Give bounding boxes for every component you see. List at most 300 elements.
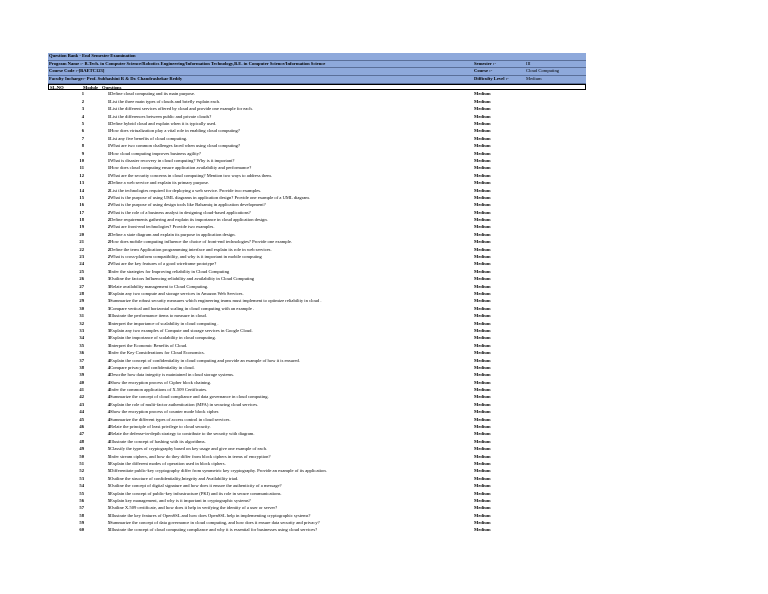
question-cell: List the three main types of clouds and briefly explain each.	[110, 98, 221, 104]
sl-no-cell: 48	[79, 438, 84, 444]
sl-no-cell: 24	[79, 261, 84, 267]
table-row	[48, 231, 586, 238]
module-cell: 3	[107, 290, 110, 296]
module-cell: 3	[107, 283, 110, 289]
module-cell: 3	[107, 276, 110, 282]
table-row	[48, 260, 586, 267]
table-row	[48, 519, 586, 526]
sl-no-cell: 1	[81, 91, 84, 97]
table-row	[48, 482, 586, 489]
table-row	[48, 349, 586, 356]
sl-no-cell: 7	[81, 135, 84, 141]
table-row	[48, 283, 586, 290]
question-cell: Define a state diagram and explain its purpose in application design.	[110, 231, 236, 237]
question-cell: Differentiate public-key cryptography differ from symmetric key cryptography. Provide an example of its application.	[110, 468, 327, 474]
difficulty-cell: Medium	[474, 313, 491, 319]
difficulty-cell: Medium	[474, 505, 491, 511]
question-cell: Define the term Application programming interface and explain its role in web services.	[110, 246, 272, 252]
sl-no-cell: 11	[79, 165, 84, 171]
module-cell: 2	[107, 217, 110, 223]
question-cell: Illustrate the concept of hashing with its algorithms.	[110, 438, 206, 444]
module-cell: 5	[107, 520, 110, 526]
table-row	[48, 268, 586, 275]
question-cell: List the technologies required for deploying a web service. Provide two examples.	[110, 187, 262, 193]
module-cell: 3	[107, 350, 110, 356]
module-cell: 5	[107, 453, 110, 459]
question-rows	[48, 90, 586, 533]
module-cell: 1	[107, 98, 110, 104]
difficulty-cell: Medium	[474, 246, 491, 252]
table-row	[48, 312, 586, 319]
sl-no-cell: 50	[79, 453, 84, 459]
sl-no-cell: 58	[79, 512, 84, 518]
module-cell: 4	[107, 364, 110, 370]
module-cell: 4	[107, 379, 110, 385]
question-cell: List any five benefits of cloud computing.	[110, 135, 188, 141]
sl-no-cell: 39	[79, 372, 84, 378]
question-cell: Summarize the concept of data governance in cloud computing, and how does it ensure data security and privacy?	[110, 520, 320, 526]
sl-no-cell: 57	[79, 505, 84, 511]
sl-no-cell: 59	[79, 520, 84, 526]
module-cell: 2	[107, 239, 110, 245]
faculty-incharge: Faculty Incharge:- Prof. Subhashini R & Dr. Chandrashekar Reddy	[49, 76, 183, 82]
table-row	[48, 334, 586, 341]
course-code: Course Code :-[BAETC123]	[49, 68, 105, 74]
difficulty-cell: Medium	[474, 98, 491, 104]
difficulty-cell: Medium	[474, 268, 491, 274]
module-cell: 1	[107, 172, 110, 178]
difficulty-cell: Medium	[474, 394, 491, 400]
sl-no-cell: 16	[79, 202, 84, 208]
sl-no-cell: 12	[79, 172, 84, 178]
module-cell: 4	[107, 394, 110, 400]
table-row	[48, 393, 586, 400]
semester-label: Semester :-	[474, 60, 496, 66]
table-row	[48, 187, 586, 194]
module-cell: 4	[107, 431, 110, 437]
module-cell: 2	[107, 209, 110, 215]
table-row	[48, 401, 586, 408]
difficulty-cell: Medium	[474, 143, 491, 149]
module-cell: 3	[107, 305, 110, 311]
sl-no-cell: 40	[79, 379, 84, 385]
module-cell: 2	[107, 231, 110, 237]
sl-no-cell: 56	[79, 497, 84, 503]
module-cell: 2	[107, 202, 110, 208]
question-cell: Relate the principle of least privilege to cloud security.	[110, 424, 211, 430]
difficulty-cell: Medium	[474, 475, 491, 481]
module-cell: 5	[107, 527, 110, 533]
sl-no-cell: 10	[79, 157, 84, 163]
sl-no-cell: 20	[79, 231, 84, 237]
difficulty-cell: Medium	[474, 468, 491, 474]
difficulty-cell: Medium	[474, 172, 491, 178]
semester-value: III	[526, 60, 531, 66]
module-cell: 5	[107, 475, 110, 481]
table-row	[48, 526, 586, 533]
module-cell: 3	[107, 268, 110, 274]
difficulty-cell: Medium	[474, 135, 491, 141]
sl-no-cell: 4	[81, 113, 84, 119]
difficulty-cell: Medium	[474, 497, 491, 503]
difficulty-cell: Medium	[474, 424, 491, 430]
difficulty-cell: Medium	[474, 305, 491, 311]
sl-no-cell: 36	[79, 350, 84, 356]
module-cell: 5	[107, 446, 110, 452]
table-row	[48, 453, 586, 460]
question-cell: Define hybrid cloud and explain when it is typically used.	[110, 121, 217, 126]
question-cell: What is the role of a business analyst in designing cloud-based applications?	[110, 209, 251, 215]
table-row	[48, 371, 586, 378]
module-cell: 2	[107, 224, 110, 230]
difficulty-cell: Medium	[474, 217, 491, 223]
table-row	[48, 90, 586, 97]
module-cell: 4	[107, 401, 110, 407]
difficulty-cell: Medium	[474, 453, 491, 459]
table-row	[48, 209, 586, 216]
difficulty-cell: Medium	[474, 231, 491, 237]
sl-no-cell: 9	[81, 150, 84, 156]
module-cell: 5	[107, 483, 110, 489]
sl-no-cell: 29	[79, 298, 84, 304]
question-cell: Explain any two examples of Compute and storage services in Google Cloud.	[110, 327, 253, 333]
module-cell: 4	[107, 409, 110, 415]
module-cell: 3	[107, 335, 110, 341]
table-row	[48, 150, 586, 157]
sl-no-cell: 32	[79, 320, 84, 326]
table-row	[48, 445, 586, 452]
module-cell: 4	[107, 416, 110, 422]
question-cell: What are the security concerns in cloud computing? Mention two ways to address them.	[110, 172, 273, 178]
table-row	[48, 157, 586, 164]
difficulty-cell: Medium	[474, 128, 491, 134]
table-row	[48, 327, 586, 334]
question-cell: Outline the factors Influencing reliability and availability in Cloud Computing	[110, 276, 255, 282]
difficulty-cell: Medium	[474, 438, 491, 444]
question-cell: Infer the Key Considerations for Cloud Economics.	[110, 350, 205, 356]
sl-no-cell: 26	[79, 276, 84, 282]
table-row	[48, 135, 586, 142]
difficulty-cell: Medium	[474, 460, 491, 466]
question-cell: Infer stream ciphers, and how do they differ from block ciphers in terms of encryption?	[110, 453, 271, 459]
sl-no-cell: 49	[79, 446, 84, 452]
table-row	[48, 172, 586, 179]
sl-no-cell: 14	[79, 187, 84, 193]
question-cell: Relate the defense-in-depth strategy to contribute to the security with diagram.	[110, 431, 255, 437]
table-row	[48, 357, 586, 364]
sl-no-header: SL.NO	[50, 84, 64, 90]
sl-no-cell: 27	[79, 283, 84, 289]
difficulty-cell: Medium	[474, 401, 491, 407]
sl-no-cell: 37	[79, 357, 84, 363]
question-cell: What is disaster recovery in cloud computing? Why is it important?	[110, 157, 235, 163]
module-cell: 2	[107, 254, 110, 260]
table-row	[48, 379, 586, 386]
table-row	[48, 216, 586, 223]
sl-no-cell: 34	[79, 335, 84, 341]
question-cell: How does virtualization play a vital role in enabling cloud computing?	[110, 128, 240, 134]
module-cell: 3	[107, 342, 110, 348]
difficulty-cell: Medium	[474, 483, 491, 489]
module-cell: 3	[107, 313, 110, 319]
sl-no-cell: 53	[79, 475, 84, 481]
table-row	[48, 120, 586, 127]
sl-no-cell: 38	[79, 364, 84, 370]
module-cell: 5	[107, 505, 110, 511]
question-cell: Define requirements gathering and explain its importance in cloud application design.	[110, 217, 268, 223]
module-cell: 2	[107, 187, 110, 193]
module-cell: 5	[107, 460, 110, 466]
sl-no-cell: 13	[79, 180, 84, 186]
module-cell: 4	[107, 424, 110, 430]
table-row	[48, 127, 586, 134]
questions-header: Questions	[102, 84, 122, 90]
table-row	[48, 342, 586, 349]
question-cell: Interpret the importance of scalability in cloud computing .	[110, 320, 219, 326]
sl-no-cell: 55	[79, 490, 84, 496]
difficulty-cell: Medium	[474, 327, 491, 333]
question-cell: Illustrate the performance items to measure in cloud.	[110, 313, 207, 319]
table-row	[48, 438, 586, 445]
difficulty-cell: Medium	[474, 342, 491, 348]
difficulty-cell: Medium	[474, 187, 491, 193]
question-cell: How does cloud computing ensure application availability and performance?	[110, 165, 252, 171]
question-cell: Explain the concept of public-key infrastructure (PKI) and its role in secure communications.	[110, 490, 282, 496]
sl-no-cell: 23	[79, 254, 84, 260]
difficulty-cell: Medium	[474, 379, 491, 385]
table-row	[48, 164, 586, 171]
sl-no-cell: 60	[79, 527, 84, 533]
difficulty-cell: Medium	[474, 350, 491, 356]
sl-no-cell: 15	[79, 194, 84, 200]
sl-no-cell: 17	[79, 209, 84, 215]
question-cell: What is cross-platform compatibility, and why is it important in mobile computing	[110, 254, 262, 260]
question-cell: Classify the types of cryptography based on key usage and give one example of each.	[110, 446, 268, 452]
table-row	[48, 246, 586, 253]
sl-no-cell: 44	[79, 409, 84, 415]
question-cell: Summarize the different types of access control in cloud services.	[110, 416, 231, 422]
sl-no-cell: 2	[81, 98, 84, 104]
difficulty-cell: Medium	[474, 276, 491, 282]
difficulty-cell: Medium	[474, 224, 491, 230]
table-row	[48, 497, 586, 504]
module-cell: 1	[107, 113, 110, 119]
question-cell: Compare privacy and confidentiality in cloud.	[110, 364, 195, 370]
program-row	[48, 61, 586, 69]
sl-no-cell: 41	[79, 387, 84, 393]
question-cell: Outline the structure of confidentiality,Integrity and Availability triad.	[110, 475, 239, 481]
table-row	[48, 460, 586, 467]
difficulty-cell: Medium	[474, 150, 491, 156]
sl-no-cell: 25	[79, 268, 84, 274]
sl-no-cell: 8	[81, 143, 84, 149]
program-name: Program Name :- B.Tech. in Computer Science/Robotics Engineering/Information Technology,B.E. in Computer Science/Information Science	[49, 60, 326, 66]
question-cell: Illustrate the key features of OpenSSL and how does OpenSSL help in implementing cryptographic systems?	[110, 512, 311, 518]
table-row	[48, 275, 586, 282]
sl-no-cell: 5	[81, 121, 84, 126]
difficulty-cell: Medium	[474, 239, 491, 245]
table-row	[48, 364, 586, 371]
difficulty-cell: Medium	[474, 165, 491, 171]
column-header-row	[48, 84, 586, 91]
table-row	[48, 423, 586, 430]
table-row	[48, 490, 586, 497]
question-cell: What are the key features of a good wireframe prototype?	[110, 261, 217, 267]
difficulty-cell: Medium	[474, 106, 491, 112]
question-cell: Define a web service and explain its primary purpose.	[110, 180, 210, 186]
sl-no-cell: 19	[79, 224, 84, 230]
module-cell: 3	[107, 298, 110, 304]
difficulty-cell: Medium	[474, 335, 491, 341]
table-row	[48, 512, 586, 519]
sl-no-cell: 30	[79, 305, 84, 311]
module-cell: 2	[107, 261, 110, 267]
question-cell: What is the purpose of using design tools like Balsamiq in application development?	[110, 202, 266, 208]
difficulty-cell: Medium	[474, 490, 491, 496]
table-row	[48, 113, 586, 120]
table-row	[48, 253, 586, 260]
course-value: Cloud Computing	[526, 68, 560, 74]
module-cell: 3	[107, 320, 110, 326]
faculty-row	[48, 76, 586, 84]
question-cell: Explain key management, and why is it important in cryptographic systems?	[110, 497, 251, 503]
sl-no-cell: 28	[79, 290, 84, 296]
table-row	[48, 98, 586, 105]
difficulty-value: Medium	[526, 76, 542, 82]
module-cell: 4	[107, 372, 110, 378]
module-cell: 1	[107, 128, 110, 134]
module-cell: 4	[107, 357, 110, 363]
difficulty-cell: Medium	[474, 431, 491, 437]
difficulty-cell: Medium	[474, 91, 491, 97]
question-cell: What is the purpose of using UML diagrams in application design? Provide one example of a UML diagram.	[110, 194, 310, 200]
table-row	[48, 290, 586, 297]
sl-no-cell: 52	[79, 468, 84, 474]
module-cell: 1	[107, 135, 110, 141]
question-cell: What are two common challenges faced when using cloud computing?	[110, 143, 240, 149]
question-cell: Define cloud computing and its main purpose.	[110, 91, 196, 97]
table-row	[48, 430, 586, 437]
module-cell: 1	[107, 121, 110, 126]
difficulty-cell: Medium	[474, 157, 491, 163]
table-row	[48, 305, 586, 312]
difficulty-cell: Medium	[474, 409, 491, 415]
difficulty-cell: Medium	[474, 202, 491, 208]
question-cell: Outline X.509 certificate, and how does it help in verifying the identity of a user or server?	[110, 505, 278, 511]
question-bank-sheet	[48, 53, 586, 534]
sl-no-cell: 3	[81, 106, 84, 112]
table-row	[48, 416, 586, 423]
difficulty-cell: Medium	[474, 254, 491, 260]
difficulty-cell: Medium	[474, 512, 491, 518]
sl-no-cell: 42	[79, 394, 84, 400]
module-cell: 5	[107, 512, 110, 518]
difficulty-cell: Medium	[474, 520, 491, 526]
module-cell: 1	[107, 165, 110, 171]
sheet-title-row	[48, 53, 586, 61]
question-cell: Explain any two compute and storage services in Amazon Web Services.	[110, 290, 244, 296]
question-cell: Explain the different modes of operation used in block ciphers.	[110, 460, 226, 466]
difficulty-cell: Medium	[474, 527, 491, 533]
question-cell: Summarize the concept of cloud compliance and data governance in cloud computing.	[110, 394, 269, 400]
course-label: Course :-	[474, 68, 493, 74]
question-cell: How cloud computing improves business agility?	[110, 150, 201, 156]
difficulty-cell: Medium	[474, 209, 491, 215]
question-cell: Compare vertical and horizontal scaling in cloud computing with an example .	[110, 305, 255, 311]
table-row	[48, 105, 586, 112]
question-cell: Illustrate the concept of cloud computing compliance and why it is essential for businesses using cloud services?	[110, 527, 318, 533]
difficulty-cell: Medium	[474, 180, 491, 186]
question-cell: Show the encryption process of counter mode block cipher.	[110, 409, 220, 415]
sheet-title: Question Bank - End Semester Examination	[49, 53, 136, 58]
module-cell: 2	[107, 180, 110, 186]
sl-no-cell: 35	[79, 342, 84, 348]
difficulty-cell: Medium	[474, 364, 491, 370]
question-cell: Infer the common applications of X.509 Certificates.	[110, 387, 208, 393]
sl-no-cell: 21	[79, 239, 84, 245]
difficulty-label: Difficulty Level :-	[474, 76, 509, 82]
difficulty-cell: Medium	[474, 121, 491, 126]
difficulty-cell: Medium	[474, 387, 491, 393]
table-row	[48, 320, 586, 327]
module-cell: 5	[107, 497, 110, 503]
difficulty-cell: Medium	[474, 446, 491, 452]
module-cell: 4	[107, 387, 110, 393]
module-cell: 1	[107, 91, 110, 97]
sl-no-cell: 6	[81, 128, 84, 134]
table-row	[48, 386, 586, 393]
table-row	[48, 467, 586, 474]
sl-no-cell: 33	[79, 327, 84, 333]
difficulty-cell: Medium	[474, 290, 491, 296]
question-cell: Summarize the robust security measures which engineering teams must implement to optimize reliability in cloud .	[110, 298, 322, 304]
sl-no-cell: 18	[79, 217, 84, 223]
module-cell: 1	[107, 106, 110, 112]
question-cell: Show the encryption process of Cipher block chaining.	[110, 379, 212, 385]
question-cell: Outline the concept of digital signature and how does it ensure the authenticity of a message?	[110, 483, 282, 489]
difficulty-cell: Medium	[474, 194, 491, 200]
difficulty-cell: Medium	[474, 372, 491, 378]
table-row	[48, 238, 586, 245]
question-cell: List the differences between public and private clouds?	[110, 113, 212, 119]
module-cell: 2	[107, 194, 110, 200]
module-cell: 1	[107, 157, 110, 163]
question-cell: Interpret the Economic Benefits of Cloud.	[110, 342, 188, 348]
table-row	[48, 475, 586, 482]
question-cell: Explain the importance of scalability in cloud computing.	[110, 335, 216, 341]
sl-no-cell: 45	[79, 416, 84, 422]
module-cell: 4	[107, 438, 110, 444]
difficulty-cell: Medium	[474, 283, 491, 289]
table-row	[48, 194, 586, 201]
question-cell: Infer the strategies for Improving reliability in Cloud Computing	[110, 268, 230, 274]
difficulty-cell: Medium	[474, 357, 491, 363]
question-cell: How does mobile computing influence the choice of front-end technologies? Provide one example.	[110, 239, 293, 245]
sl-no-cell: 31	[79, 313, 84, 319]
question-cell: List the different services offered by cloud and provide one example for each.	[110, 106, 253, 112]
table-row	[48, 504, 586, 511]
sl-no-cell: 22	[79, 246, 84, 252]
sl-no-cell: 46	[79, 424, 84, 430]
difficulty-cell: Medium	[474, 298, 491, 304]
question-cell: Describe how data integrity is maintained in cloud storage systems.	[110, 372, 235, 378]
sl-no-cell: 47	[79, 431, 84, 437]
table-row	[48, 297, 586, 304]
difficulty-cell: Medium	[474, 261, 491, 267]
table-row	[48, 408, 586, 415]
table-row	[48, 142, 586, 149]
course-code-row	[48, 68, 586, 76]
